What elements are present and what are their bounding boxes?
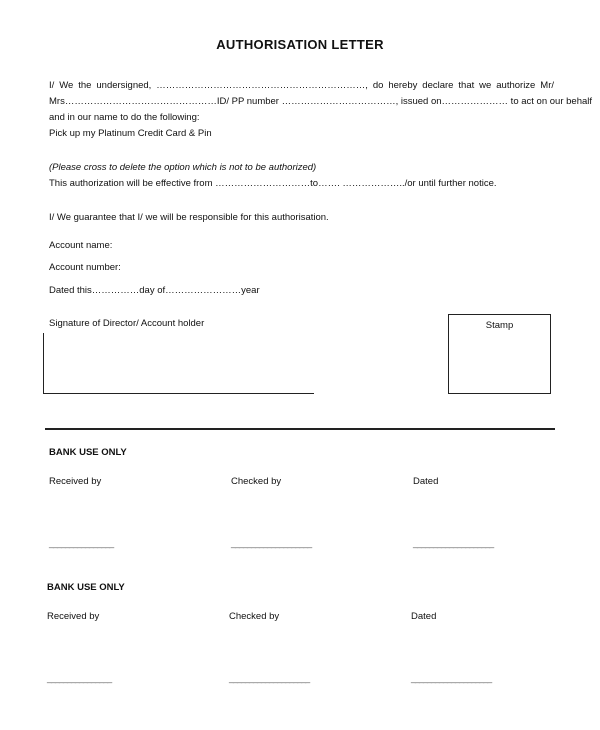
authorized-task: Pick up my Platinum Credit Card & Pin [49, 128, 212, 139]
checked-by-line: ____________________ [231, 538, 312, 548]
signature-box-left-border [43, 333, 44, 393]
signature-line [43, 393, 314, 394]
account-name-label: Account name: [49, 240, 113, 251]
guarantee-statement: I/ We guarantee that I/ we will be responsible for this authorisation. [49, 212, 329, 223]
section-divider [45, 428, 555, 430]
delete-option-note: (Please cross to delete the option which is not to be authorized) [49, 162, 317, 173]
received-by-line: ________________ [49, 538, 114, 548]
effective-period: This authorization will be effective from …………………………to……. ………………../or until further notice. [49, 178, 497, 189]
stamp-label: Stamp [485, 320, 514, 331]
dated-label: Dated [413, 476, 439, 487]
declaration-line-2: Mrs…………………………………………ID/ PP number ………………………………, issued on………………… to act on our behalf [49, 96, 593, 107]
letter-title: AUTHORISATION LETTER [216, 37, 384, 52]
received-by-line: ________________ [47, 673, 112, 683]
checked-by-label: Checked by [231, 476, 282, 487]
account-number-label: Account number: [49, 262, 121, 273]
checked-by-line: ____________________ [229, 673, 310, 683]
bank-use-heading: BANK USE ONLY [47, 582, 125, 593]
received-by-label: Received by [47, 611, 100, 622]
dated-line: Dated this……………day of……………………year [49, 285, 260, 296]
dated-line-blank: ____________________ [411, 673, 492, 683]
stamp-box [448, 314, 551, 394]
declaration-line-3: and in our name to do the following: [49, 112, 200, 123]
checked-by-label: Checked by [229, 611, 280, 622]
dated-label: Dated [411, 611, 437, 622]
signature-label: Signature of Director/ Account holder [49, 318, 205, 329]
bank-use-heading: BANK USE ONLY [49, 447, 127, 458]
dated-line-blank: ____________________ [413, 538, 494, 548]
declaration-line-1: I/ We the undersigned, …………………………………………………………, do hereby declare that we authorize Mr/ [49, 80, 554, 91]
received-by-label: Received by [49, 476, 102, 487]
